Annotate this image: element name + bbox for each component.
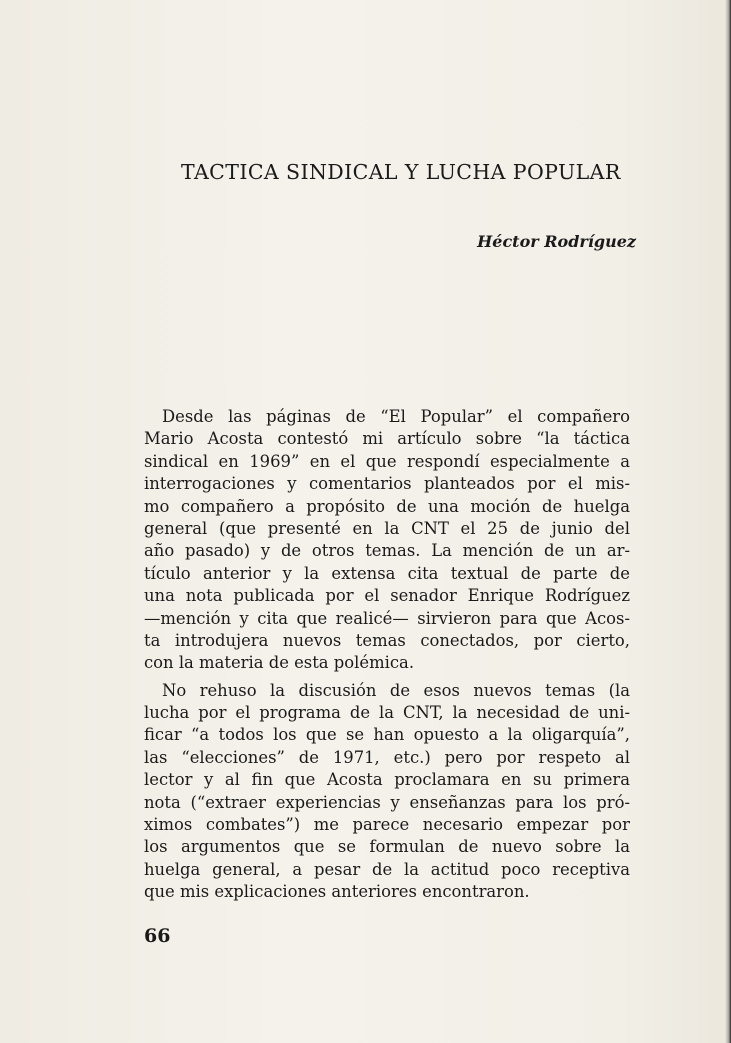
text-line: ta introdujera nuevos temas conectados, por cierto,	[144, 630, 630, 650]
text-line: lector y al fin que Acosta proclamara en su primera	[144, 770, 630, 790]
paragraph-1	[144, 406, 630, 675]
article-title: TACTICA SINDICAL Y LUCHA POPULAR	[181, 160, 621, 184]
text-line: No rehuso la discusión de esos nuevos temas (la	[162, 680, 630, 700]
text-line: nota (“extraer experiencias y enseñanzas para los pró-	[144, 792, 630, 812]
text-line: mo compañero a propósito de una moción de huelga	[144, 496, 630, 516]
text-line: los argumentos que se formulan de nuevo sobre la	[144, 837, 630, 857]
text-line: huelga general, a pesar de la actitud poco receptiva	[144, 859, 630, 879]
text-line: año pasado) y de otros temas. La mención de un ar-	[144, 541, 630, 561]
page-edge-shadow	[725, 0, 731, 1043]
article-body	[144, 406, 630, 904]
text-line: con la materia de esta polémica.	[144, 653, 415, 673]
text-line: sindical en 1969” en el que respondí especialmente a	[144, 451, 630, 471]
text-line: lucha por el programa de la CNT, la necesidad de uni-	[144, 703, 630, 723]
paragraph-2	[144, 680, 630, 904]
text-line: ficar “a todos los que se han opuesto a la oligarquía”,	[144, 725, 630, 745]
text-line: interrogaciones y comentarios planteados por el mis-	[144, 474, 630, 494]
article-author: Héctor Rodríguez	[477, 232, 636, 251]
text-line: Mario Acosta contestó mi artículo sobre “la táctica	[144, 429, 630, 449]
text-line: una nota publicada por el senador Enrique Rodríguez	[144, 586, 630, 606]
text-line: Desde las páginas de “El Popular” el compañero	[162, 407, 630, 426]
page-number: 66	[144, 925, 171, 947]
text-line: las “elecciones” de 1971, etc.) pero por respeto al	[144, 747, 630, 767]
text-line: ximos combates”) me parece necesario empezar por	[144, 815, 630, 835]
text-line: que mis explicaciones anteriores encontraron.	[144, 882, 530, 902]
text-line: tículo anterior y la extensa cita textual de parte de	[144, 563, 630, 583]
text-line: general (que presenté en la CNT el 25 de junio del	[144, 518, 630, 538]
text-line: —mención y cita que realicé— sirvieron para que Acos-	[144, 608, 630, 628]
